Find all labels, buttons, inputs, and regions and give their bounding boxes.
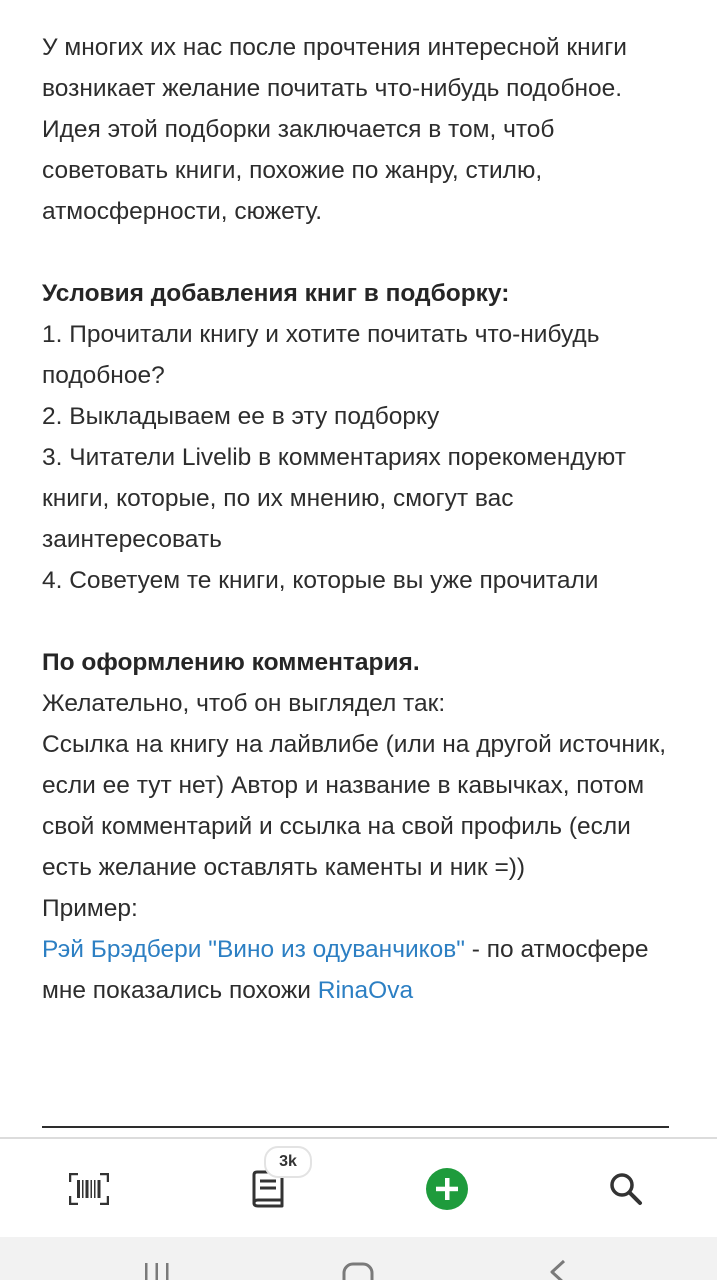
separator-line [42,1126,669,1128]
condition-item: 4. Советуем те книги, которые вы уже прочитали [42,567,599,594]
scan-barcode-button[interactable] [39,1139,139,1239]
spacer [42,232,682,273]
home-icon[interactable] [341,1261,375,1280]
back-icon[interactable] [544,1259,570,1280]
intro-paragraph-2: Идея этой подборки заключается в том, чтоб советовать книги, похожие по жанру, стилю, атмосферности, сюжету. [42,116,555,225]
condition-item: 3. Читатели Livelib в комментариях порекомендуют книги, которые, по их мнению, смогут вас заинтересовать [42,444,626,553]
condition-item: 1. Прочитали книгу и хотите почитать что-нибудь подобное? [42,321,600,389]
barcode-scanner-icon [69,1173,109,1205]
search-icon [609,1172,643,1206]
add-button[interactable] [397,1139,497,1239]
add-circle-icon [425,1167,469,1211]
search-button[interactable] [576,1139,676,1239]
conditions-heading: Условия добавления книг в подборку: [42,280,510,307]
condition-item: 2. Выкладываем ее в эту подборку [42,403,440,430]
format-heading: По оформлению комментария. [42,649,420,676]
article-body [42,27,682,1011]
books-count-badge: 3k [264,1146,312,1178]
system-navigation-bar [0,1237,717,1280]
example-text: - по атмосфере мне показались похожи [42,936,649,1004]
recent-apps-icon[interactable] [142,1259,172,1280]
format-line-2: Ссылка на книгу на лайвлибе (или на другой источник, если ее тут нет) Автор и название в кавычках, потом свой комментарий и ссылка на свой профиль (если есть желание оставлять каменты и ник =)) [42,731,667,881]
example-book-link[interactable]: Рэй Брэдбери "Вино из одуванчиков" [42,936,465,963]
bottom-navigation-bar [0,1137,717,1239]
example-user-link[interactable]: RinaOva [317,977,414,1004]
example-line [42,929,682,1011]
spacer [42,601,682,642]
intro-paragraph-1: У многих их нас после прочтения интересной книги возникает желание почитать что-нибудь подобное. [42,34,627,102]
example-label: Пример: [42,895,138,922]
format-line-1: Желательно, чтоб он выглядел так: [42,690,446,717]
